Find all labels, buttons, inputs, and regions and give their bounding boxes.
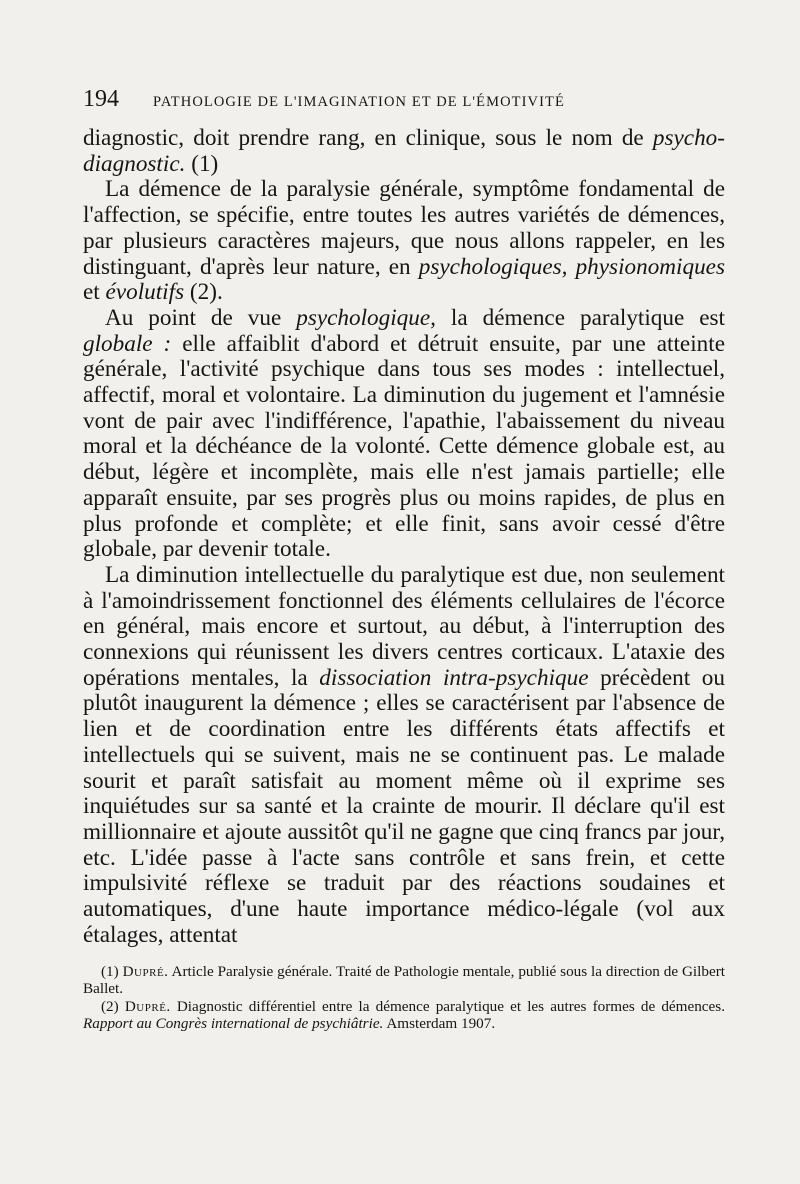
text-run: diagnostic, doit prendre rang, en clinique, sous le nom de <box>83 125 653 151</box>
footnote <box>83 963 725 998</box>
italic-text: psycho-diagnostic. <box>83 125 725 177</box>
paragraph <box>83 563 725 949</box>
text-run: (2). <box>184 279 223 306</box>
italic-text: psychologique, <box>296 304 436 331</box>
text-run: la démence paralytique est <box>435 304 725 331</box>
text-run: La démence de la paralysie générale, symptôme fondamental de l'affection, se spécifie, entre toutes les autres variétés de démences, par plusieurs caractères majeurs, que nous allons rappeler, en les distinguant, d'après leur nature, en <box>83 176 725 280</box>
page-header <box>83 86 725 126</box>
text-run: (1) <box>185 150 219 177</box>
text-run: et <box>83 279 106 306</box>
italic-text: globale : <box>83 330 172 357</box>
text-run: (1) <box>101 962 123 980</box>
text-run: Article Paralysie générale. Traité de Pathologie mentale, publié sous la direction de Gilbert Ballet. <box>83 962 725 997</box>
text-run: Diagnostic différentiel entre la démence paralytique et les autres formes de démences. <box>170 997 725 1015</box>
author-name: Dupré. <box>122 962 169 980</box>
footnote <box>83 998 725 1033</box>
author-name: Dupré. <box>124 997 171 1015</box>
text-run: précèdent ou plutôt inaugurent la démence ; elles se caractérisent par l'absence de lien et de coordination entre les différents états affectifs et intellectuels qui se suivent, mais ne se continuent pas. Le malade sourit et paraît satisfait au moment même où il exprime ses inquiétudes sur sa santé et la crainte de mourir. Il déclare qu'il est millionnaire et ajoute aussitôt qu'il ne gagne que cinq francs par jour, etc. L'idée passe à l'acte sans contrôle et sans frein, et cette impulsivité réflexe se traduit par des réactions soudaines et automatiques, d'une haute importance médico-légale (vol aux étalages, attentat <box>83 664 725 948</box>
text-run: Amsterdam 1907. <box>383 1015 496 1032</box>
text-run: elle affaiblit d'abord et détruit ensuite, par une atteinte générale, l'activité psychique dans tous ses modes : intellectuel, affectif, moral et volontaire. La diminution du jugement et l'amnésie vont de pair avec l'indifférence, l'apathie, l'abaissement du niveau moral et la déchéance de la volonté. Cette démence globale est, au début, légère et incomplète, mais elle n'est jamais partielle; elle apparaît ensuite, par ses progrès plus ou moins rapides, de plus en plus profonde et complète; et elle finit, sans avoir cessé d'être globale, par devenir totale. <box>83 330 725 563</box>
paragraph <box>83 306 725 563</box>
italic-text: évolutifs <box>105 279 185 306</box>
paragraph <box>83 177 725 306</box>
page-number: 194 <box>83 86 119 112</box>
text-run: La diminution intellectuelle du paralytique est due, non seulement à l'amoindrissement fonctionnel des éléments cellulaires de l'écorce en général, mais encore et surtout, au début, à l'interruption des connexions qui réunissent les divers centres corticaux. L'ataxie des opérations mentales, la <box>83 561 725 691</box>
paragraph <box>83 126 725 177</box>
footnotes <box>83 963 725 1033</box>
running-head: PATHOLOGIE DE L'IMAGINATION ET DE L'ÉMOTIVITÉ <box>153 94 565 110</box>
text-run: (2) <box>101 997 125 1015</box>
body-text <box>83 126 725 949</box>
italic-text: dissociation intra-psychique <box>319 664 589 691</box>
italic-text: psychologiques, physionomiques <box>418 253 725 280</box>
italic-text: Rapport au Congrès international de psychiâtrie. <box>83 1015 384 1032</box>
text-run: Au point de vue <box>105 304 297 331</box>
